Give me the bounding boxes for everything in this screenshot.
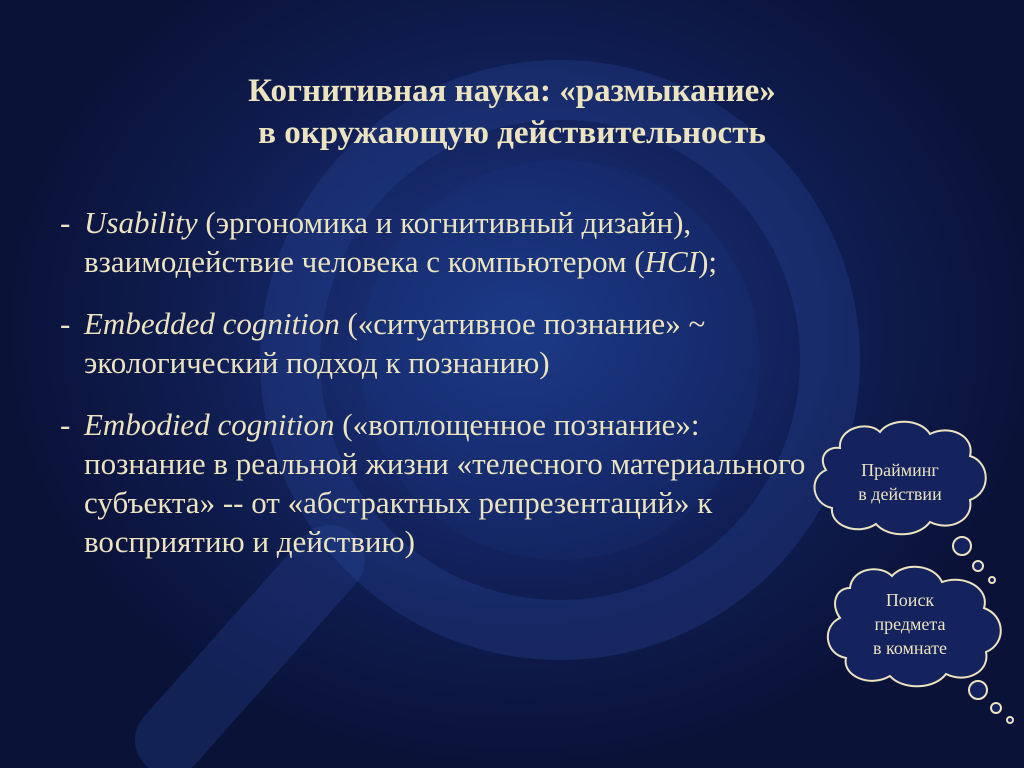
slide-title-line-1: Когнитивная наука: «размыкание»	[248, 73, 776, 109]
cloud-1-label	[826, 458, 974, 506]
cloud-1-line-2: в действии	[858, 484, 942, 504]
bullet-dash: -	[60, 407, 71, 442]
bullet-dash: -	[60, 205, 71, 240]
cloud-2-line-3: в комнате	[873, 638, 947, 658]
bullet-text-end: );	[698, 244, 717, 279]
bullet-text: («ситуативное познание» ~ экологический подход к познанию)	[84, 306, 706, 380]
cloud-2-label	[836, 588, 984, 660]
bullet-term: Embedded cognition	[84, 306, 340, 341]
bullet-abbr: HCI	[644, 244, 699, 279]
cloud-2-line-2: предмета	[874, 614, 946, 634]
cloud-2-line-1: Поиск	[885, 590, 935, 610]
bullet-dash: -	[60, 306, 71, 341]
bullet-text: («воплощенное познание»: познание в реальной жизни «телесного материального субъекта» -- от «абстрактных репрезентаций» к восприятию и действию)	[84, 407, 806, 559]
bullet-term: Embodied cognition	[84, 407, 335, 442]
bullet-term: Usability	[84, 205, 198, 240]
thought-bubbles-2	[969, 681, 1013, 723]
slide-title-line-2: в окружающую действительность	[258, 115, 766, 151]
bullet-text: (эргономика и когнитивный дизайн), взаимодействие человека с компьютером (	[84, 205, 692, 279]
cloud-1-line-1: Прайминг	[861, 460, 939, 480]
thought-bubbles-1	[953, 537, 995, 583]
